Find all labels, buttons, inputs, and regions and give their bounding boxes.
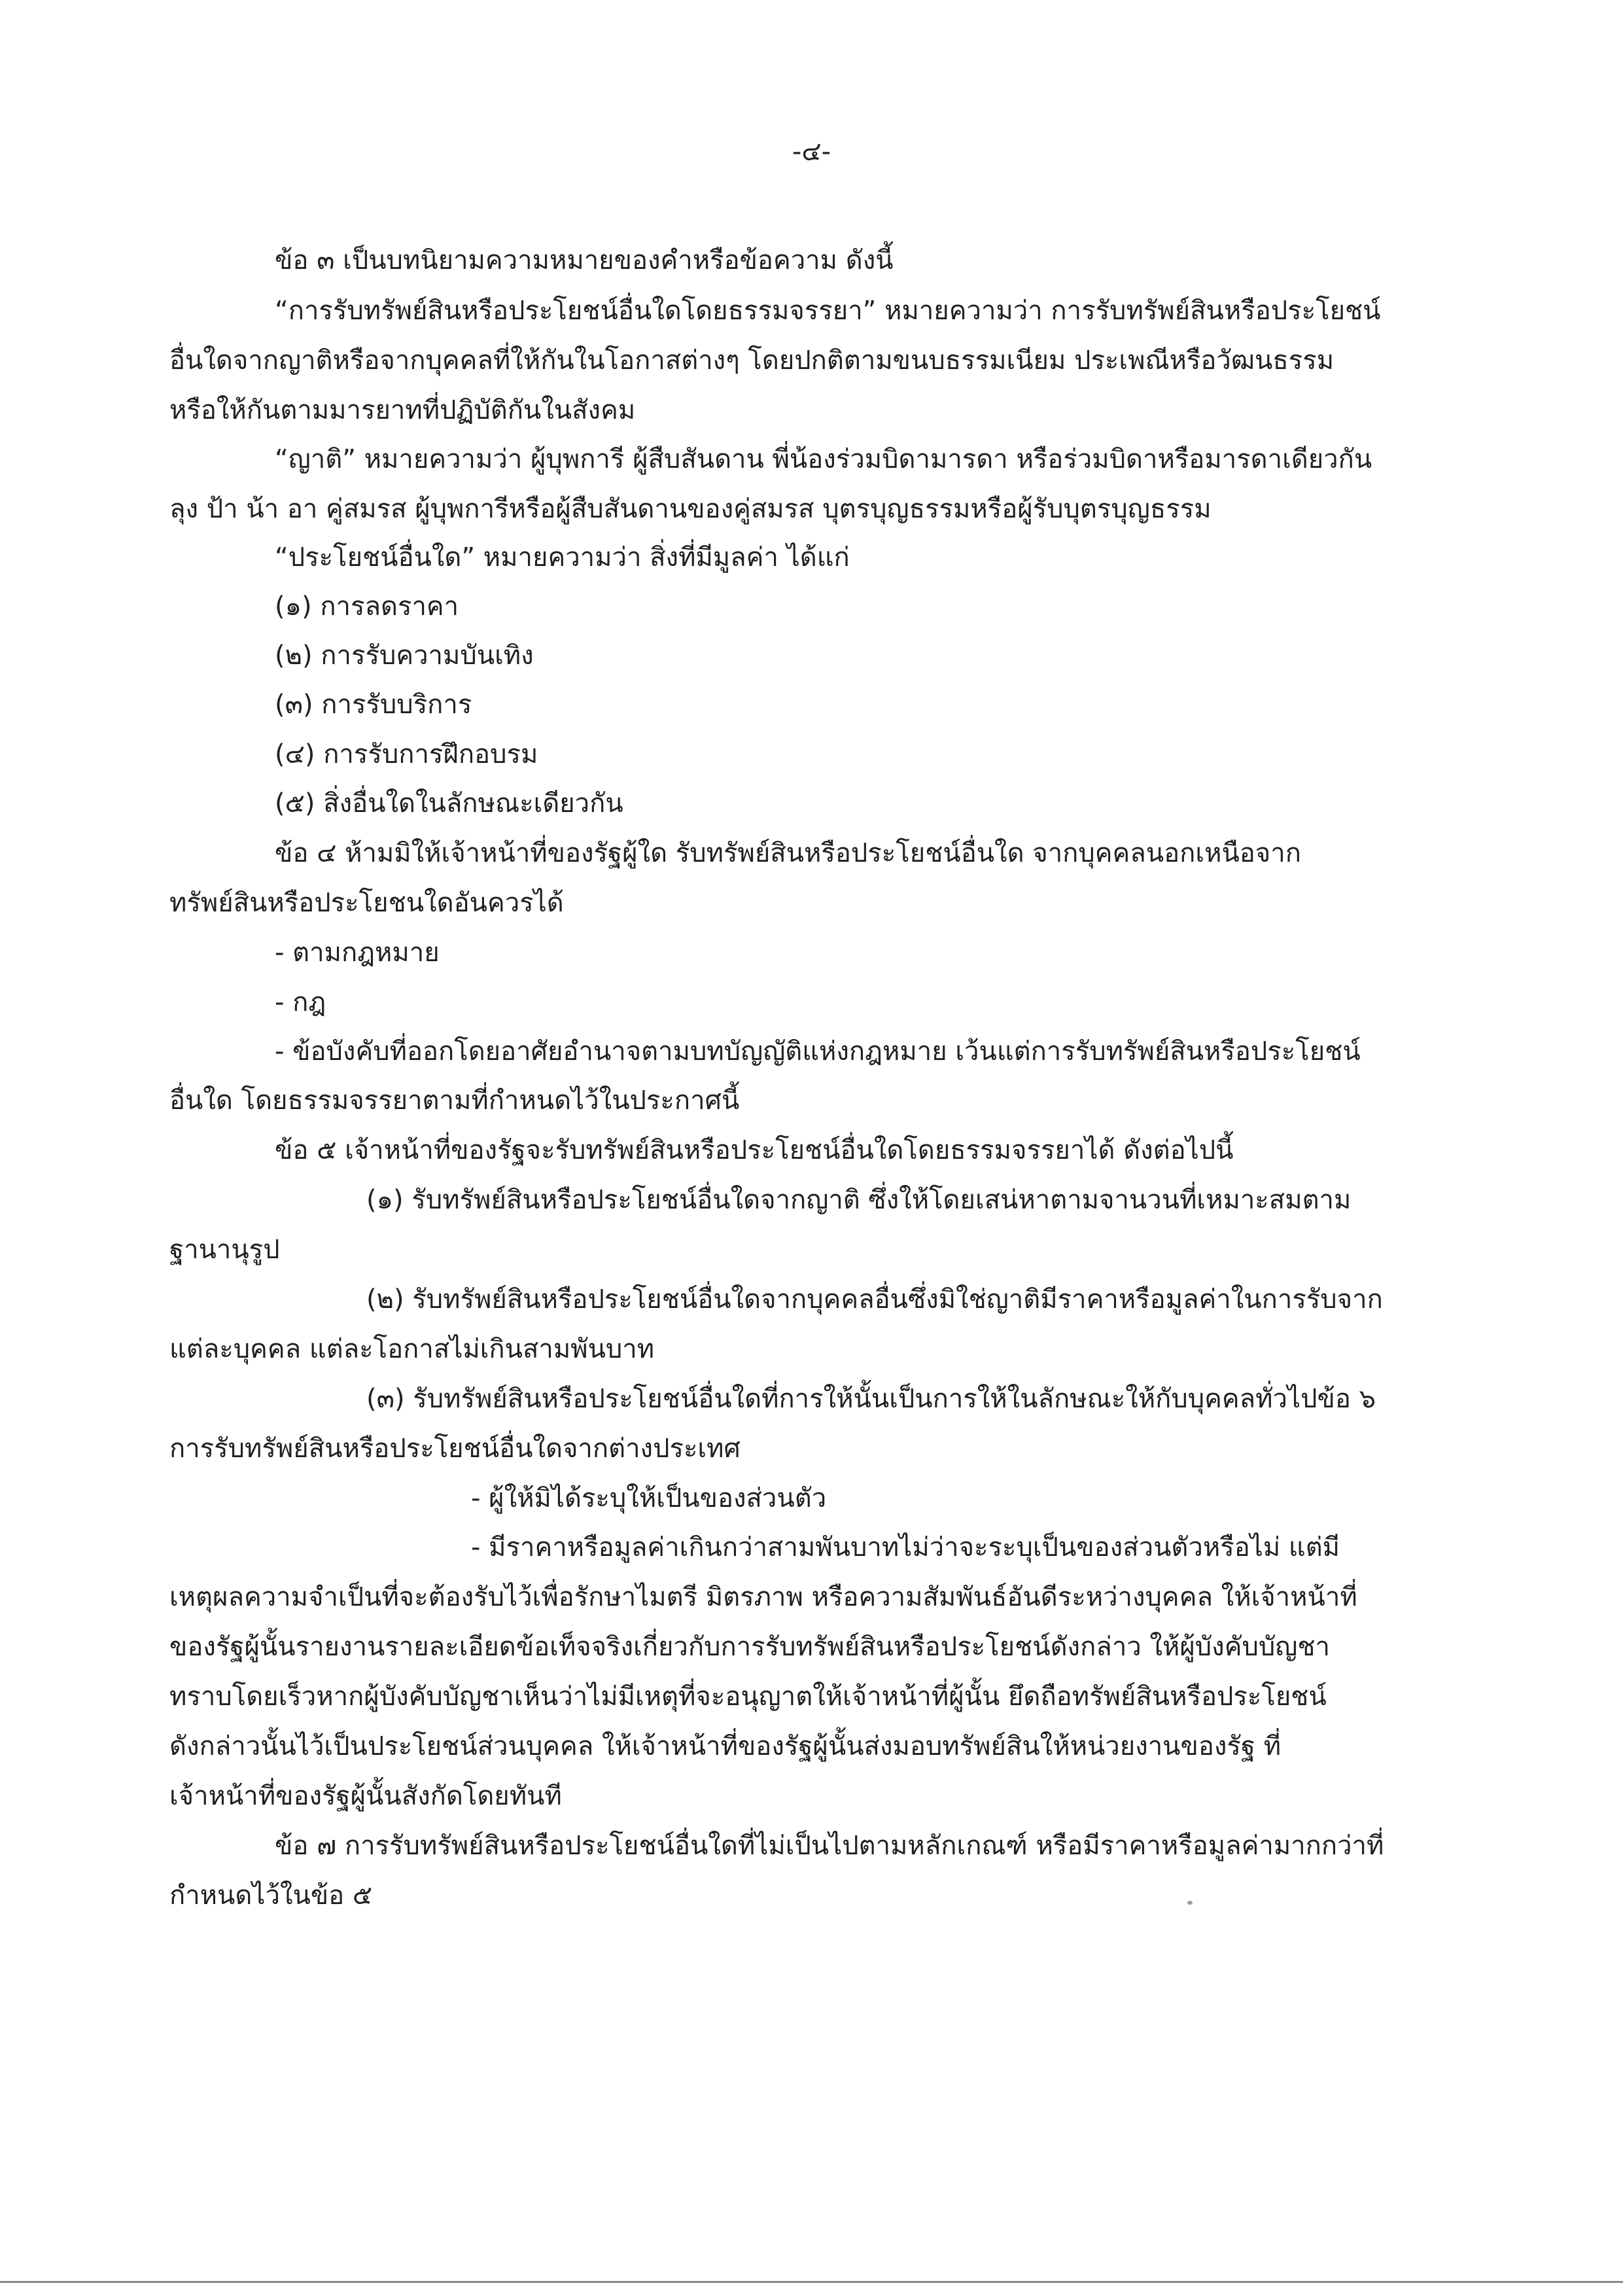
- list-item: - ตามกฎหมาย: [275, 938, 440, 968]
- list-item: (๒) การรับความบันเทิง: [275, 641, 534, 671]
- list-item: (๑) การลดราคา: [275, 592, 459, 622]
- list-item: - ข้อบังคับที่ออกโดยอาศัยอำนาจตามบทบัญญัติแห่งกฎหมาย เว้นแต่การรับทรัพย์สินหรือประโยชน์: [275, 1036, 1361, 1067]
- clause-7-line-1: ข้อ ๗ การรับทรัพย์สินหรือประโยชน์อื่นใดที่ไม่เป็นไปตามหลักเกณฑ์ หรือมีราคาหรือมูลค่ามากกว่าที่: [275, 1831, 1384, 1861]
- clause-6-bullet-1: - ผู้ให้มิได้ระบุให้เป็นของส่วนตัว: [471, 1483, 827, 1513]
- clause-6-heading: การรับทรัพย์สินหรือประโยชน์อื่นใดจากต่างประเทศ: [169, 1434, 741, 1464]
- page-number: -๔-: [792, 137, 831, 167]
- clause-6-body-line-4: ดังกล่าวนั้นไว้เป็นประโยชน์ส่วนบุคคล ให้เจ้าหน้าที่ของรัฐผู้นั้นส่งมอบทรัพย์สินให้หน่วยงานของรัฐ ที่: [169, 1731, 1282, 1761]
- definition-ethical-receipt-line-2: อื่นใดจากญาติหรือจากบุคคลที่ให้กันในโอกาสต่างๆ โดยปกติตามขนบธรรมเนียม ประเพณีหรือวัฒนธรรม: [169, 345, 1335, 376]
- clause-6-body-line-5: เจ้าหน้าที่ของรัฐผู้นั้นสังกัดโดยทันที: [169, 1781, 562, 1811]
- definition-relatives-line-1: “ญาติ” หมายความว่า ผู้บุพการี ผู้สืบสันดาน พี่น้องร่วมบิดามารดา หรือร่วมบิดาหรือมารดาเดียวกัน: [275, 444, 1372, 474]
- clause-5-heading: ข้อ ๕ เจ้าหน้าที่ของรัฐจะรับทรัพย์สินหรือประโยชน์อื่นใดโดยธรรมจรรยาได้ ดังต่อไปนี้: [275, 1135, 1234, 1165]
- list-item: (๕) สิ่งอื่นใดในลักษณะเดียวกัน: [275, 788, 623, 819]
- clause-5-item-1-line-1: (๑) รับทรัพย์สินหรือประโยชน์อื่นใดจากญาติ ซึ่งให้โดยเสน่หาตามจานวนที่เหมาะสมตาม: [366, 1185, 1352, 1215]
- scan-edge-line: [0, 2281, 1623, 2283]
- clause-5-item-2-line-1: (๒) รับทรัพย์สินหรือประโยชน์อื่นใดจากบุคคลอื่นซึ่งมิใช่ญาติมีราคาหรือมูลค่าในการรับจาก: [366, 1284, 1383, 1315]
- clause-5-item-3-line-1: (๓) รับทรัพย์สินหรือประโยชน์อื่นใดที่การให้นั้นเป็นการให้ในลักษณะให้กับบุคคลทั่วไปข้อ ๖: [366, 1384, 1376, 1414]
- clause-6-bullet-2: - มีราคาหรือมูลค่าเกินกว่าสามพันบาทไม่ว่าจะระบุเป็นของส่วนตัวหรือไม่ แต่มี: [471, 1532, 1340, 1563]
- list-item: - กฎ: [275, 987, 326, 1017]
- clause-6-body-line-3: ทราบโดยเร็วหากผู้บังคับบัญชาเห็นว่าไม่มีเหตุที่จะอนุญาตให้เจ้าหน้าที่ผู้นั้น ยึดถือทรัพย์สินหรือประโยชน์: [169, 1682, 1327, 1712]
- clause-4-continuation: อื่นใด โดยธรรมจรรยาตามที่กำหนดไว้ในประกาศนี้: [169, 1086, 740, 1116]
- clause-4-line-2: ทรัพย์สินหรือประโยชนใดอันควรได้: [169, 888, 564, 918]
- clause-5-item-2-line-2: แต่ละบุคคล แต่ละโอกาสไม่เกินสามพันบาท: [169, 1334, 655, 1364]
- scan-speck: [1187, 1901, 1193, 1905]
- clause-6-body-line-2: ของรัฐผู้นั้นรายงานรายละเอียดข้อเท็จจริงเกี่ยวกับการรับทรัพย์สินหรือประโยชน์ดังกล่าว ให้ผู้บังคับบัญชา: [169, 1632, 1330, 1662]
- list-item: (๓) การรับบริการ: [275, 690, 472, 720]
- clause-6-body-line-1: เหตุผลความจำเป็นที่จะต้องรับไว้เพื่อรักษาไมตรี มิตรภาพ หรือความสัมพันธ์อันดีระหว่างบุคคล ให้เจ้าหน้าที่: [169, 1582, 1357, 1612]
- clause-3-heading: ข้อ ๓ เป็นบทนิยามความหมายของคำหรือข้อความ ดังนี้: [275, 245, 894, 275]
- clause-4-line-1: ข้อ ๔ ห้ามมิให้เจ้าหน้าที่ของรัฐผู้ใด รับทรัพย์สินหรือประโยชน์อื่นใด จากบุคคลนอกเหนือจาก: [275, 838, 1301, 868]
- definition-relatives-line-2: ลุง ป้า น้า อา คู่สมรส ผู้บุพการีหรือผู้สืบสันดานของคู่สมรส บุตรบุญธรรมหรือผู้รับบุตรบุญธรรม: [169, 494, 1212, 524]
- definition-ethical-receipt-line-1: “การรับทรัพย์สินหรือประโยชน์อื่นใดโดยธรรมจรรยา” หมายความว่า การรับทรัพย์สินหรือประโยชน์: [275, 296, 1381, 326]
- definition-other-benefits: “ประโยชน์อื่นใด” หมายความว่า สิ่งที่มีมูลค่า ได้แก่: [275, 542, 850, 573]
- clause-5-item-1-line-2: ฐานานุรูป: [169, 1235, 280, 1265]
- list-item: (๔) การรับการฝึกอบรม: [275, 739, 538, 769]
- clause-7-line-2: กำหนดไว้ในข้อ ๕: [169, 1881, 373, 1911]
- definition-ethical-receipt-line-3: หรือให้กันตามมารยาทที่ปฏิบัติกันในสังคม: [169, 395, 636, 425]
